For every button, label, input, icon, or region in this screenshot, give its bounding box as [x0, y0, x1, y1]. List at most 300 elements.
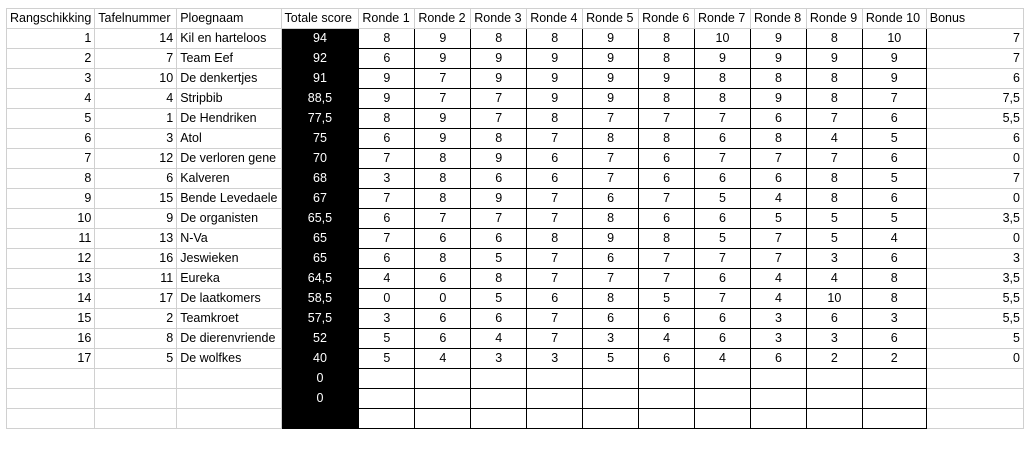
cell-round-6[interactable]: 8 — [639, 129, 695, 149]
cell-round-9[interactable]: 7 — [806, 109, 862, 129]
cell-round-3[interactable]: 8 — [471, 269, 527, 289]
header-round-2[interactable]: Ronde 2 — [415, 9, 471, 29]
header-round-9[interactable]: Ronde 9 — [806, 9, 862, 29]
cell-round-9[interactable]: 3 — [806, 329, 862, 349]
cell-round-3[interactable]: 5 — [471, 289, 527, 309]
cell-round-1[interactable]: 4 — [359, 269, 415, 289]
cell-table-number[interactable]: 9 — [95, 209, 177, 229]
cell-round-10[interactable]: 6 — [862, 109, 926, 129]
cell-round-2[interactable]: 7 — [415, 209, 471, 229]
cell-round-5[interactable]: 9 — [583, 89, 639, 109]
cell-round-6[interactable]: 7 — [639, 249, 695, 269]
header-round-1[interactable]: Ronde 1 — [359, 9, 415, 29]
cell-round-9[interactable]: 8 — [806, 89, 862, 109]
cell-round-10[interactable] — [862, 369, 926, 389]
cell-round-2[interactable]: 6 — [415, 229, 471, 249]
header-round-4[interactable]: Ronde 4 — [527, 9, 583, 29]
cell-round-1[interactable] — [359, 389, 415, 409]
cell-round-5[interactable]: 7 — [583, 169, 639, 189]
cell-round-3[interactable]: 7 — [471, 209, 527, 229]
cell-round-8[interactable]: 6 — [750, 109, 806, 129]
cell-round-1[interactable] — [359, 409, 415, 429]
cell-team-name[interactable]: Teamkroet — [177, 309, 281, 329]
cell-round-9[interactable]: 2 — [806, 349, 862, 369]
cell-round-10[interactable]: 5 — [862, 169, 926, 189]
cell-table-number[interactable]: 4 — [95, 89, 177, 109]
cell-round-4[interactable]: 7 — [527, 309, 583, 329]
header-team-name[interactable]: Ploegnaam — [177, 9, 281, 29]
header-round-6[interactable]: Ronde 6 — [639, 9, 695, 29]
cell-bonus[interactable]: 0 — [926, 189, 1023, 209]
cell-round-3[interactable]: 6 — [471, 169, 527, 189]
cell-round-2[interactable]: 8 — [415, 189, 471, 209]
cell-round-10[interactable]: 5 — [862, 129, 926, 149]
cell-team-name[interactable]: Stripbib — [177, 89, 281, 109]
cell-round-3[interactable]: 4 — [471, 329, 527, 349]
cell-bonus[interactable]: 0 — [926, 149, 1023, 169]
cell-round-5[interactable] — [583, 389, 639, 409]
cell-round-1[interactable]: 7 — [359, 149, 415, 169]
cell-round-6[interactable]: 4 — [639, 329, 695, 349]
cell-round-1[interactable]: 3 — [359, 169, 415, 189]
cell-round-6[interactable]: 8 — [639, 29, 695, 49]
cell-round-6[interactable]: 6 — [639, 169, 695, 189]
cell-rank[interactable]: 17 — [7, 349, 95, 369]
cell-round-2[interactable] — [415, 389, 471, 409]
cell-round-2[interactable]: 7 — [415, 69, 471, 89]
cell-rank[interactable]: 10 — [7, 209, 95, 229]
cell-bonus[interactable]: 3 — [926, 249, 1023, 269]
cell-round-4[interactable]: 6 — [527, 149, 583, 169]
cell-team-name[interactable]: De organisten — [177, 209, 281, 229]
cell-table-number[interactable]: 6 — [95, 169, 177, 189]
cell-round-1[interactable] — [359, 369, 415, 389]
cell-round-4[interactable] — [527, 409, 583, 429]
cell-round-6[interactable]: 7 — [639, 109, 695, 129]
cell-bonus[interactable]: 5,5 — [926, 309, 1023, 329]
cell-bonus[interactable]: 3,5 — [926, 269, 1023, 289]
cell-round-10[interactable]: 6 — [862, 189, 926, 209]
cell-round-7[interactable]: 8 — [695, 69, 751, 89]
cell-table-number[interactable]: 8 — [95, 329, 177, 349]
cell-total-score[interactable]: 58,5 — [281, 289, 359, 309]
cell-round-8[interactable]: 7 — [750, 249, 806, 269]
cell-round-4[interactable]: 3 — [527, 349, 583, 369]
cell-round-4[interactable]: 7 — [527, 329, 583, 349]
cell-round-6[interactable]: 9 — [639, 69, 695, 89]
cell-bonus[interactable] — [926, 369, 1023, 389]
cell-round-1[interactable]: 9 — [359, 89, 415, 109]
cell-team-name[interactable]: Kalveren — [177, 169, 281, 189]
cell-round-3[interactable]: 8 — [471, 129, 527, 149]
cell-round-6[interactable]: 6 — [639, 149, 695, 169]
cell-rank[interactable] — [7, 389, 95, 409]
cell-round-6[interactable]: 6 — [639, 349, 695, 369]
cell-round-8[interactable]: 4 — [750, 269, 806, 289]
cell-bonus[interactable]: 7 — [926, 29, 1023, 49]
cell-round-8[interactable]: 6 — [750, 349, 806, 369]
cell-round-1[interactable]: 6 — [359, 249, 415, 269]
cell-total-score[interactable]: 68 — [281, 169, 359, 189]
cell-bonus[interactable]: 6 — [926, 69, 1023, 89]
cell-round-7[interactable]: 7 — [695, 289, 751, 309]
cell-round-4[interactable]: 7 — [527, 249, 583, 269]
cell-round-10[interactable]: 6 — [862, 329, 926, 349]
cell-rank[interactable] — [7, 369, 95, 389]
cell-round-2[interactable]: 7 — [415, 89, 471, 109]
cell-total-score[interactable]: 88,5 — [281, 89, 359, 109]
cell-rank[interactable]: 4 — [7, 89, 95, 109]
cell-table-number[interactable]: 16 — [95, 249, 177, 269]
cell-round-8[interactable]: 6 — [750, 169, 806, 189]
cell-round-3[interactable]: 9 — [471, 149, 527, 169]
cell-round-10[interactable]: 7 — [862, 89, 926, 109]
cell-round-10[interactable]: 9 — [862, 49, 926, 69]
cell-round-7[interactable]: 8 — [695, 89, 751, 109]
cell-round-3[interactable]: 9 — [471, 189, 527, 209]
cell-round-3[interactable]: 9 — [471, 49, 527, 69]
cell-total-score[interactable]: 57,5 — [281, 309, 359, 329]
cell-round-8[interactable] — [750, 369, 806, 389]
cell-round-8[interactable]: 8 — [750, 69, 806, 89]
cell-round-2[interactable] — [415, 409, 471, 429]
cell-round-5[interactable]: 7 — [583, 269, 639, 289]
cell-total-score[interactable]: 0 — [281, 389, 359, 409]
cell-round-6[interactable] — [639, 409, 695, 429]
cell-round-8[interactable]: 4 — [750, 289, 806, 309]
cell-round-7[interactable]: 6 — [695, 129, 751, 149]
cell-rank[interactable]: 14 — [7, 289, 95, 309]
header-bonus[interactable]: Bonus — [926, 9, 1023, 29]
cell-team-name[interactable]: De Hendriken — [177, 109, 281, 129]
cell-round-2[interactable]: 9 — [415, 109, 471, 129]
cell-round-9[interactable] — [806, 409, 862, 429]
cell-table-number[interactable] — [95, 409, 177, 429]
cell-round-3[interactable] — [471, 389, 527, 409]
cell-round-2[interactable]: 8 — [415, 149, 471, 169]
cell-team-name[interactable]: De verloren gene — [177, 149, 281, 169]
cell-table-number[interactable]: 1 — [95, 109, 177, 129]
cell-round-10[interactable]: 4 — [862, 229, 926, 249]
cell-rank[interactable]: 13 — [7, 269, 95, 289]
cell-round-7[interactable]: 5 — [695, 189, 751, 209]
cell-total-score[interactable]: 91 — [281, 69, 359, 89]
cell-team-name[interactable]: Jeswieken — [177, 249, 281, 269]
cell-round-5[interactable]: 8 — [583, 209, 639, 229]
cell-round-4[interactable]: 6 — [527, 169, 583, 189]
cell-round-5[interactable]: 8 — [583, 129, 639, 149]
cell-round-1[interactable]: 8 — [359, 109, 415, 129]
cell-team-name[interactable]: De laatkomers — [177, 289, 281, 309]
cell-round-4[interactable]: 8 — [527, 29, 583, 49]
cell-round-8[interactable]: 8 — [750, 129, 806, 149]
cell-round-4[interactable]: 7 — [527, 189, 583, 209]
cell-round-6[interactable]: 8 — [639, 89, 695, 109]
cell-team-name[interactable]: Team Eef — [177, 49, 281, 69]
cell-round-10[interactable]: 8 — [862, 289, 926, 309]
cell-round-6[interactable]: 6 — [639, 309, 695, 329]
cell-total-score[interactable]: 70 — [281, 149, 359, 169]
cell-round-5[interactable]: 6 — [583, 249, 639, 269]
cell-table-number[interactable]: 3 — [95, 129, 177, 149]
cell-round-2[interactable]: 0 — [415, 289, 471, 309]
cell-round-10[interactable]: 10 — [862, 29, 926, 49]
cell-round-6[interactable]: 7 — [639, 269, 695, 289]
cell-round-8[interactable] — [750, 389, 806, 409]
cell-round-5[interactable]: 6 — [583, 189, 639, 209]
cell-round-10[interactable]: 6 — [862, 249, 926, 269]
cell-bonus[interactable]: 7 — [926, 169, 1023, 189]
cell-rank[interactable]: 12 — [7, 249, 95, 269]
cell-rank[interactable]: 7 — [7, 149, 95, 169]
cell-team-name[interactable]: Atol — [177, 129, 281, 149]
cell-round-2[interactable]: 9 — [415, 129, 471, 149]
cell-round-10[interactable]: 9 — [862, 69, 926, 89]
cell-round-3[interactable]: 5 — [471, 249, 527, 269]
cell-round-10[interactable]: 3 — [862, 309, 926, 329]
cell-bonus[interactable]: 3,5 — [926, 209, 1023, 229]
cell-round-5[interactable]: 7 — [583, 109, 639, 129]
cell-round-2[interactable]: 6 — [415, 329, 471, 349]
cell-round-4[interactable]: 7 — [527, 129, 583, 149]
cell-round-9[interactable] — [806, 369, 862, 389]
cell-round-9[interactable]: 9 — [806, 49, 862, 69]
header-table-number[interactable]: Tafelnummer — [95, 9, 177, 29]
cell-rank[interactable]: 5 — [7, 109, 95, 129]
cell-team-name[interactable] — [177, 409, 281, 429]
cell-round-1[interactable]: 5 — [359, 329, 415, 349]
cell-round-7[interactable]: 4 — [695, 349, 751, 369]
cell-round-8[interactable] — [750, 409, 806, 429]
cell-round-8[interactable]: 5 — [750, 209, 806, 229]
cell-round-7[interactable]: 6 — [695, 329, 751, 349]
cell-round-8[interactable]: 9 — [750, 29, 806, 49]
cell-round-9[interactable]: 5 — [806, 229, 862, 249]
cell-round-9[interactable]: 8 — [806, 189, 862, 209]
cell-team-name[interactable]: Bende Levedaele — [177, 189, 281, 209]
cell-round-10[interactable] — [862, 409, 926, 429]
cell-total-score[interactable]: 52 — [281, 329, 359, 349]
cell-round-3[interactable]: 6 — [471, 229, 527, 249]
cell-round-2[interactable] — [415, 369, 471, 389]
cell-round-9[interactable]: 3 — [806, 249, 862, 269]
cell-table-number[interactable] — [95, 389, 177, 409]
cell-round-5[interactable] — [583, 409, 639, 429]
cell-round-7[interactable]: 7 — [695, 249, 751, 269]
cell-bonus[interactable]: 5,5 — [926, 109, 1023, 129]
cell-round-7[interactable] — [695, 409, 751, 429]
cell-round-2[interactable]: 4 — [415, 349, 471, 369]
cell-rank[interactable]: 8 — [7, 169, 95, 189]
cell-bonus[interactable]: 7,5 — [926, 89, 1023, 109]
cell-table-number[interactable]: 10 — [95, 69, 177, 89]
header-rank[interactable]: Rangschikking — [7, 9, 95, 29]
cell-round-5[interactable]: 3 — [583, 329, 639, 349]
cell-round-1[interactable]: 5 — [359, 349, 415, 369]
cell-team-name[interactable]: De wolfkes — [177, 349, 281, 369]
cell-round-4[interactable]: 7 — [527, 269, 583, 289]
cell-round-2[interactable]: 9 — [415, 49, 471, 69]
cell-bonus[interactable] — [926, 409, 1023, 429]
cell-table-number[interactable]: 7 — [95, 49, 177, 69]
cell-round-8[interactable]: 9 — [750, 89, 806, 109]
cell-round-10[interactable] — [862, 389, 926, 409]
cell-round-3[interactable] — [471, 369, 527, 389]
cell-round-4[interactable]: 8 — [527, 229, 583, 249]
cell-table-number[interactable]: 2 — [95, 309, 177, 329]
cell-total-score[interactable]: 40 — [281, 349, 359, 369]
cell-bonus[interactable]: 0 — [926, 349, 1023, 369]
cell-total-score[interactable]: 64,5 — [281, 269, 359, 289]
cell-bonus[interactable]: 0 — [926, 229, 1023, 249]
cell-round-8[interactable]: 7 — [750, 229, 806, 249]
cell-round-6[interactable] — [639, 369, 695, 389]
cell-round-9[interactable]: 4 — [806, 129, 862, 149]
cell-table-number[interactable]: 14 — [95, 29, 177, 49]
cell-rank[interactable]: 6 — [7, 129, 95, 149]
cell-total-score[interactable]: 75 — [281, 129, 359, 149]
cell-total-score[interactable]: 94 — [281, 29, 359, 49]
cell-bonus[interactable]: 6 — [926, 129, 1023, 149]
cell-round-9[interactable]: 8 — [806, 29, 862, 49]
cell-round-5[interactable]: 9 — [583, 69, 639, 89]
cell-round-6[interactable]: 6 — [639, 209, 695, 229]
cell-round-9[interactable]: 10 — [806, 289, 862, 309]
cell-rank[interactable]: 3 — [7, 69, 95, 89]
cell-round-7[interactable] — [695, 389, 751, 409]
cell-total-score[interactable]: 92 — [281, 49, 359, 69]
cell-round-3[interactable]: 7 — [471, 89, 527, 109]
cell-round-3[interactable] — [471, 409, 527, 429]
cell-round-9[interactable] — [806, 389, 862, 409]
cell-round-6[interactable]: 7 — [639, 189, 695, 209]
cell-round-3[interactable]: 6 — [471, 309, 527, 329]
header-total-score[interactable]: Totale score — [281, 9, 359, 29]
cell-round-2[interactable]: 8 — [415, 249, 471, 269]
cell-round-2[interactable]: 8 — [415, 169, 471, 189]
cell-round-8[interactable]: 3 — [750, 309, 806, 329]
cell-table-number[interactable]: 12 — [95, 149, 177, 169]
cell-team-name[interactable] — [177, 389, 281, 409]
cell-total-score[interactable]: 77,5 — [281, 109, 359, 129]
cell-round-1[interactable]: 8 — [359, 29, 415, 49]
cell-round-10[interactable]: 5 — [862, 209, 926, 229]
cell-round-10[interactable]: 2 — [862, 349, 926, 369]
cell-round-8[interactable]: 9 — [750, 49, 806, 69]
cell-round-2[interactable]: 6 — [415, 269, 471, 289]
cell-round-8[interactable]: 7 — [750, 149, 806, 169]
cell-round-4[interactable]: 7 — [527, 209, 583, 229]
cell-round-4[interactable] — [527, 389, 583, 409]
cell-total-score[interactable] — [281, 409, 359, 429]
header-round-5[interactable]: Ronde 5 — [583, 9, 639, 29]
header-round-10[interactable]: Ronde 10 — [862, 9, 926, 29]
cell-team-name[interactable]: De dierenvriende — [177, 329, 281, 349]
cell-round-3[interactable]: 7 — [471, 109, 527, 129]
cell-round-5[interactable]: 7 — [583, 149, 639, 169]
cell-round-7[interactable]: 6 — [695, 309, 751, 329]
cell-rank[interactable]: 16 — [7, 329, 95, 349]
cell-bonus[interactable]: 5 — [926, 329, 1023, 349]
cell-round-7[interactable] — [695, 369, 751, 389]
cell-round-5[interactable]: 9 — [583, 49, 639, 69]
cell-table-number[interactable]: 15 — [95, 189, 177, 209]
cell-rank[interactable]: 11 — [7, 229, 95, 249]
cell-round-1[interactable]: 6 — [359, 49, 415, 69]
cell-table-number[interactable]: 17 — [95, 289, 177, 309]
cell-table-number[interactable]: 13 — [95, 229, 177, 249]
cell-round-5[interactable]: 6 — [583, 309, 639, 329]
cell-round-4[interactable]: 8 — [527, 109, 583, 129]
cell-bonus[interactable] — [926, 389, 1023, 409]
cell-round-6[interactable]: 8 — [639, 49, 695, 69]
cell-round-9[interactable]: 5 — [806, 209, 862, 229]
cell-round-5[interactable] — [583, 369, 639, 389]
cell-round-7[interactable]: 6 — [695, 209, 751, 229]
cell-round-2[interactable]: 6 — [415, 309, 471, 329]
cell-rank[interactable]: 15 — [7, 309, 95, 329]
cell-round-7[interactable]: 7 — [695, 149, 751, 169]
cell-round-9[interactable]: 7 — [806, 149, 862, 169]
cell-total-score[interactable]: 65,5 — [281, 209, 359, 229]
cell-table-number[interactable] — [95, 369, 177, 389]
cell-table-number[interactable]: 11 — [95, 269, 177, 289]
cell-total-score[interactable]: 0 — [281, 369, 359, 389]
cell-table-number[interactable]: 5 — [95, 349, 177, 369]
cell-total-score[interactable]: 67 — [281, 189, 359, 209]
cell-round-3[interactable]: 8 — [471, 29, 527, 49]
cell-round-3[interactable]: 3 — [471, 349, 527, 369]
cell-round-9[interactable]: 6 — [806, 309, 862, 329]
cell-rank[interactable] — [7, 409, 95, 429]
cell-round-1[interactable]: 9 — [359, 69, 415, 89]
cell-round-5[interactable]: 5 — [583, 349, 639, 369]
cell-round-1[interactable]: 6 — [359, 129, 415, 149]
cell-round-9[interactable]: 8 — [806, 169, 862, 189]
cell-round-7[interactable]: 6 — [695, 169, 751, 189]
cell-round-10[interactable]: 6 — [862, 149, 926, 169]
cell-team-name[interactable]: Eureka — [177, 269, 281, 289]
header-round-7[interactable]: Ronde 7 — [695, 9, 751, 29]
cell-bonus[interactable]: 5,5 — [926, 289, 1023, 309]
cell-round-7[interactable]: 7 — [695, 109, 751, 129]
cell-round-5[interactable]: 9 — [583, 229, 639, 249]
cell-team-name[interactable]: N-Va — [177, 229, 281, 249]
cell-round-9[interactable]: 4 — [806, 269, 862, 289]
cell-round-4[interactable]: 6 — [527, 289, 583, 309]
header-round-8[interactable]: Ronde 8 — [750, 9, 806, 29]
cell-round-6[interactable] — [639, 389, 695, 409]
cell-bonus[interactable]: 7 — [926, 49, 1023, 69]
cell-team-name[interactable] — [177, 369, 281, 389]
cell-total-score[interactable]: 65 — [281, 249, 359, 269]
cell-round-7[interactable]: 5 — [695, 229, 751, 249]
cell-team-name[interactable]: De denkertjes — [177, 69, 281, 89]
cell-total-score[interactable]: 65 — [281, 229, 359, 249]
cell-round-2[interactable]: 9 — [415, 29, 471, 49]
cell-rank[interactable]: 2 — [7, 49, 95, 69]
cell-round-4[interactable]: 9 — [527, 69, 583, 89]
cell-round-8[interactable]: 4 — [750, 189, 806, 209]
cell-round-7[interactable]: 10 — [695, 29, 751, 49]
header-round-3[interactable]: Ronde 3 — [471, 9, 527, 29]
cell-round-6[interactable]: 5 — [639, 289, 695, 309]
cell-round-6[interactable]: 8 — [639, 229, 695, 249]
cell-round-8[interactable]: 3 — [750, 329, 806, 349]
cell-team-name[interactable]: Kil en harteloos — [177, 29, 281, 49]
cell-round-4[interactable]: 9 — [527, 49, 583, 69]
cell-round-7[interactable]: 6 — [695, 269, 751, 289]
